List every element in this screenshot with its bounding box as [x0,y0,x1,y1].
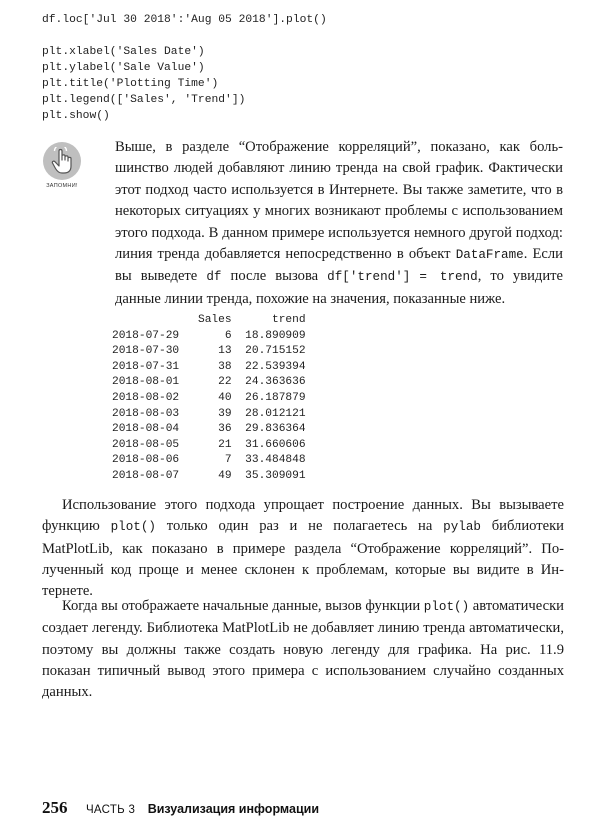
table-row [112,453,306,469]
inline-code: = trend [419,270,478,285]
trend-cell: 26.187879 [245,391,306,404]
code-line: plt.legend(['Sales', 'Trend']) [42,94,246,106]
inline-code: plot() [110,520,156,535]
date-cell: 2018-08-02 [112,391,180,404]
date-cell: 2018-08-06 [112,454,180,467]
table-row [112,344,306,360]
page-number: 256 [42,798,68,817]
table-row [112,407,306,423]
sales-cell: 7 [224,454,232,467]
page-footer [42,798,319,818]
table-row [112,422,306,438]
inline-code: df [206,270,222,285]
trend-cell: 28.012121 [245,407,306,420]
note-paragraph: Выше, в разделе “Отображение корреляций”, показано, как большинство людей добавляют линию тренда на свой график. Фактически этот подход часто используется в Интернете. Вы также заметите, что в некоторых ситуациях у многих возникают проблемы с использованием этого подхода. В данном примере используется немного другой подход: линия тренда добавляется непосредственно в объект DataFrame. Если вы выведете df после вызова df['trend'] = trend, то увидите данные линии тренда, похожие на значения, показанные ниже. [115,139,564,307]
sales-cell: 6 [224,329,232,342]
date-cell: 2018-08-04 [112,423,180,436]
inline-code: df['trend'] [327,270,411,285]
sales-cell: 39 [218,407,232,420]
table-row [112,375,306,391]
part-label: ЧАСТЬ 3 [85,804,136,816]
code-block [42,12,327,124]
code-line: df.loc['Jul 30 2018':'Aug 05 2018'].plot() [42,14,327,26]
trend-cell: 33.484848 [245,454,306,467]
trend-cell: 22.539394 [245,360,306,373]
sales-cell: 49 [218,469,232,482]
sales-cell: 36 [218,423,232,436]
trend-cell: 31.660606 [245,438,306,451]
table-row [112,438,306,454]
inline-code: pylab [443,520,481,535]
date-cell: 2018-08-07 [112,469,180,482]
date-cell: 2018-08-05 [112,438,180,451]
dataframe-output [112,313,306,485]
body-paragraph: Использование этого подхода упрощает построение данных. Вы вызываете функцию plot() только один раз и не полагаетесь на pylab библиотеки MatPlotLib, как показано в примере раздела “Отображение корреляций”. Полученный код проще и менее склонен к проблемам, которые вы видите в Интернете. [42,497,564,600]
inline-code: plot() [423,600,470,614]
code-line: plt.ylabel('Sale Value') [42,62,205,74]
trend-cell: 20.715152 [245,345,306,358]
date-cell: 2018-08-03 [112,407,180,420]
sales-cell: 38 [218,360,232,373]
column-header: trend [272,314,306,326]
date-cell: 2018-07-30 [112,345,180,358]
inline-code: DataFrame [455,248,524,263]
trend-cell: 29.836364 [245,423,306,436]
sales-cell: 21 [218,438,232,451]
dataframe-header-row [112,313,306,329]
pointing-hand-icon [43,142,81,180]
body-paragraph: Когда вы отображаете начальные данные, вызов функции plot() автоматически создает легенду. Библиотека MatPlotLib не добавляет линию тренда автоматически, поэтому вы должны также создать новую легенду для графика. На рис. 11.9 показан типичный вывод этого примера с использованием случайно созданных данных. [42,598,564,701]
trend-cell: 18.890909 [245,329,306,342]
trend-cell: 24.363636 [245,376,306,389]
note-caption: ЗАПОМНИ! [46,183,78,189]
table-row [112,391,306,407]
trend-cell: 35.309091 [245,469,306,482]
table-row [112,360,306,376]
sales-cell: 13 [218,345,232,358]
code-line: plt.show() [42,110,110,122]
sales-cell: 40 [218,391,232,404]
code-line: plt.title('Plotting Time') [42,78,219,90]
chapter-title: Визуализация информации [147,802,320,816]
sales-cell: 22 [218,376,232,389]
table-row [112,469,306,485]
column-header: Sales [198,314,232,326]
date-cell: 2018-07-29 [112,329,180,342]
remember-note-icon [43,142,81,189]
table-row [112,329,306,345]
code-line: plt.xlabel('Sales Date') [42,46,205,58]
date-cell: 2018-08-01 [112,376,180,389]
date-cell: 2018-07-31 [112,360,180,373]
